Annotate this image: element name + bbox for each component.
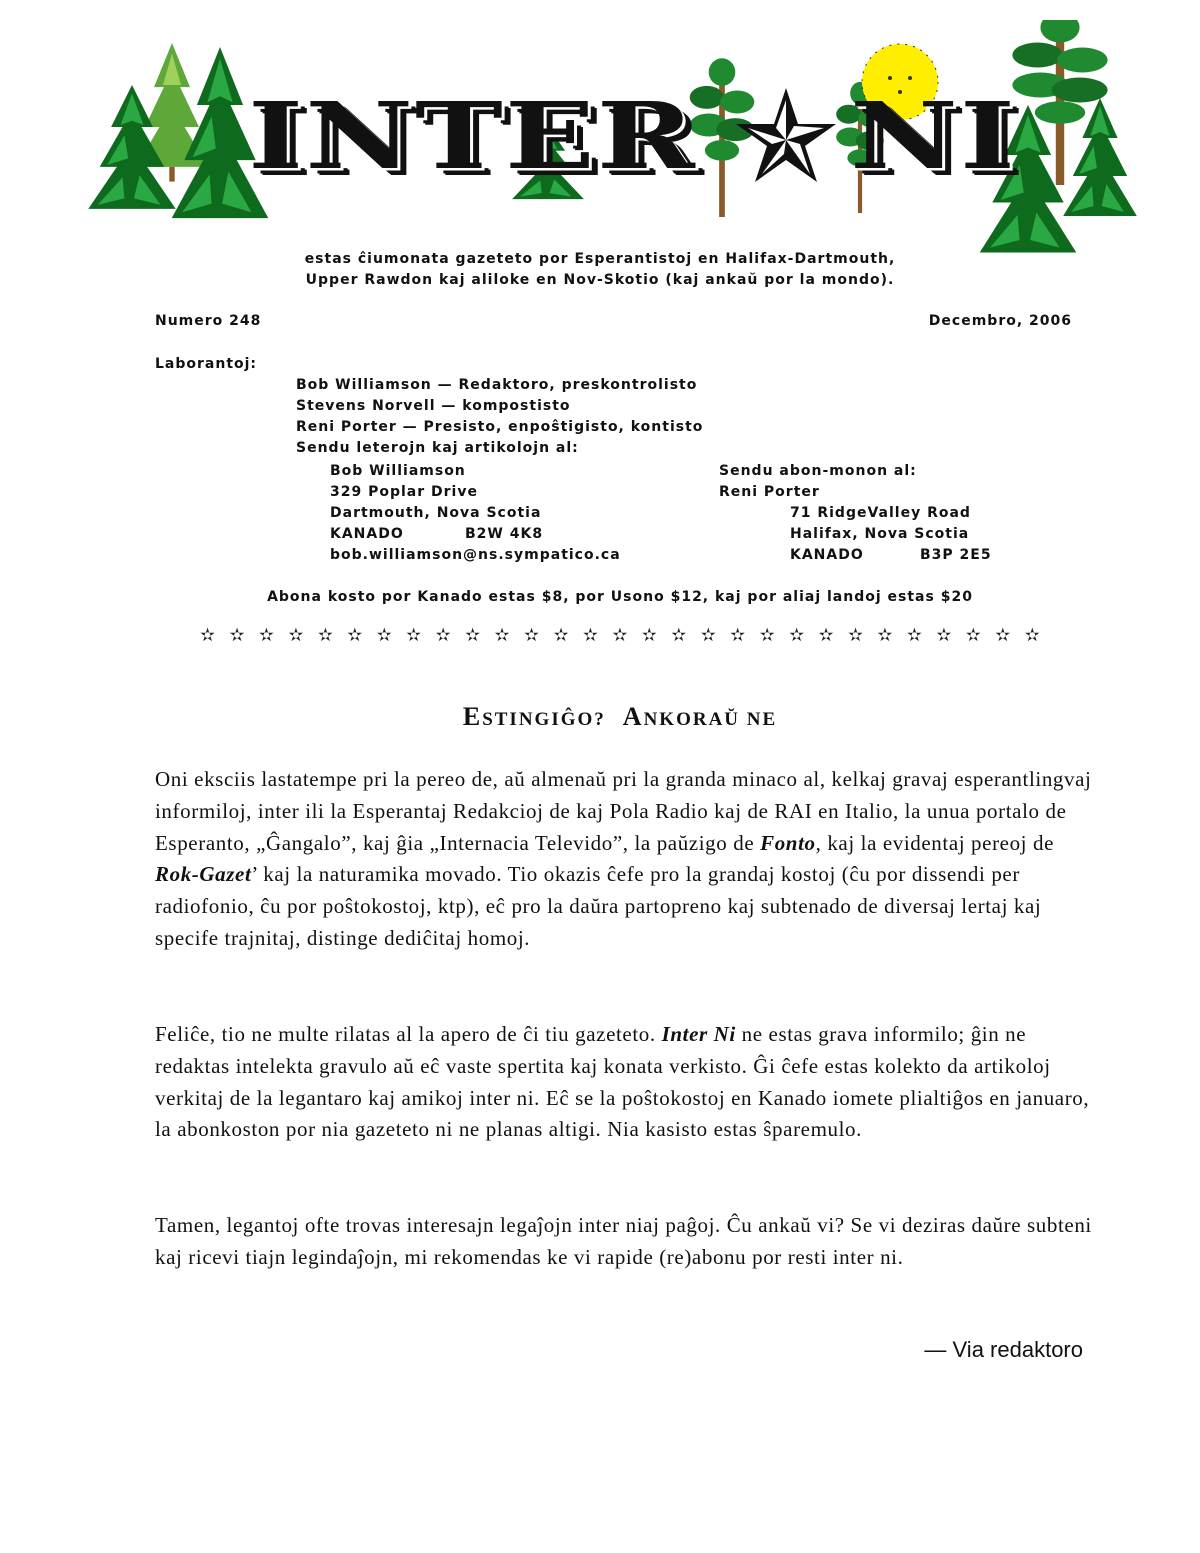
letters-city: Dartmouth, Nova Scotia — [330, 505, 542, 521]
divider-star-icon: ✫ — [523, 625, 540, 645]
title-rest-2: NKORAŬ NE — [643, 709, 778, 730]
subscription-country: KANADO — [790, 547, 864, 563]
divider-star-icon: ✫ — [200, 625, 216, 645]
divider-star-icon: ✫ — [759, 625, 775, 645]
signature: — Via redaktoro — [924, 1337, 1083, 1362]
divider-star-icon: ✫ — [936, 625, 952, 645]
divider-star-icon: ✫ — [288, 625, 304, 645]
para1-rok-gazet: Rok-Gazet — [155, 862, 252, 887]
divider-star-icon: ✫ — [730, 625, 746, 645]
tagline-line-1: estas ĉiumonata gazeteto por Esperantistoj en Halifax-Dartmouth, — [304, 251, 896, 267]
letters-email[interactable]: bob.williamson@ns.sympatico.ca — [330, 547, 621, 563]
divider-star-icon: ✫ — [376, 625, 392, 645]
divider-star-icon: ✫ — [406, 625, 422, 645]
letters-country-line — [330, 524, 621, 545]
staff-heading: Laborantoj: — [155, 356, 258, 372]
para2-text-b: ne estas grava informilo; ĝin ne redaktas intelekta gravulo aŭ eĉ vaste spertita kaj konata verkisto. Ĝi ĉefe estas kolekto da artikoloj verkitaj de la legantaro kaj amikoj inter ni. Eĉ se la poŝtokostoj en Kanado iomete plialtiĝos en januaro, la abonkoston por nia gazeteto ni ne planas altigi. Nia kasisto estas ŝparemulo. — [155, 1022, 1090, 1142]
para1-text-c: ’ kaj la naturamika movado. Tio okazis ĉefe pro la grandaj kostoj (ĉu por dissendi per radiofonio, ĉu por poŝtokostoj, ktp), eĉ pro la daŭra partopreno kaj subtenado de diversaj lertaj kaj specife trajnitaj, distinge dediĉitaj homoj. — [155, 862, 1042, 950]
subscription-street: 71 RidgeValley Road — [790, 505, 971, 521]
divider-star-icon: ✫ — [317, 625, 333, 645]
subscription-address — [790, 503, 992, 566]
divider-star-icon: ✫ — [965, 625, 981, 645]
para2-text-a: Feliĉe, tio ne multe rilatas al la apero de ĉi tiu gazeteto. — [155, 1022, 662, 1046]
para1-text-a: Oni eksciis lastatempe pri la pereo de, aŭ almenaŭ pri la granda minaco al, kelkaj gravaj esperantlingvaj informiloj, inter ili la Esperantaj Redakcioj de kaj Pola Radio kaj de RAI en Italio, la unua portalo de Esperanto, „Ĝangalo”, kaj ĝia „Internacia Televido”, la paŭzigo de — [155, 767, 1092, 855]
divider-star-icon: ✫ — [229, 625, 245, 645]
letters-postal: B2W 4K8 — [465, 526, 544, 542]
divider-star-icon: ✫ — [789, 625, 805, 645]
issue-date: Decembro, 2006 — [928, 313, 1072, 329]
tagline-line-2: Upper Rawdon kaj aliloke en Nov-Skotio (kaj ankaŭ por la mondo). — [305, 272, 895, 288]
divider-star-icon: ✫ — [995, 625, 1011, 645]
subscription-city: Halifax, Nova Scotia — [790, 526, 970, 542]
article-paragraph-1 — [155, 764, 1095, 955]
staff-line-editor: Bob Williamson — Redaktoro, preskontrolisto — [296, 377, 698, 393]
staff-line-compositor: Stevens Norvell — kompostisto — [296, 398, 571, 414]
article-paragraph-3: Tamen, legantoj ofte trovas interesajn legaĵojn inter niaj paĝoj. Ĉu ankaŭ vi? Se vi deziras daŭre subteni kaj ricevi tiajn legindaĵojn, mi rekomendas ke vi rapide (re)abonu por resti inter ni. — [155, 1213, 1092, 1269]
title-cap-1: E — [462, 702, 483, 731]
divider-star-icon: ✫ — [435, 625, 451, 645]
title-cap-2: A — [622, 702, 644, 731]
divider-star-icon: ✫ — [818, 625, 834, 645]
subscription-label: Sendu abon-monon al: — [719, 463, 917, 479]
logo-inter: INTER — [248, 81, 697, 190]
subscription-cost: Abona kosto por Kanado estas $8, por Usono $12, kaj por aliaj landoj estas $20 — [267, 589, 973, 605]
divider-star-icon: ✫ — [1024, 625, 1040, 645]
para2-inter-ni: Inter Ni — [661, 1022, 736, 1046]
divider-star-icon: ✫ — [465, 625, 481, 645]
subscription-name: Reni Porter — [719, 484, 820, 500]
title-rest-1: STINGIĜO? — [482, 709, 606, 730]
staff-line-send-to: Sendu leterojn kaj artikolojn al: — [296, 440, 579, 456]
divider-star-icon: ✫ — [906, 625, 922, 645]
article-title — [0, 702, 1200, 732]
letters-address — [330, 461, 621, 566]
subscription-postal: B3P 2E5 — [920, 547, 992, 563]
subscription-country-line — [790, 545, 992, 566]
letters-name: Bob Williamson — [330, 463, 466, 479]
para1-text-b: , kaj la evidentaj pereoj de — [815, 830, 1054, 855]
divider-star-icon: ✫ — [877, 625, 893, 645]
divider-star-icon: ✫ — [553, 625, 569, 645]
divider-star-icon: ✫ — [494, 625, 510, 645]
divider-star-icon: ✫ — [258, 625, 274, 645]
article-paragraph-2 — [155, 1019, 1095, 1146]
divider-star-icon: ✫ — [612, 625, 628, 645]
staff-line-printer: Reni Porter — Presisto, enpoŝtigisto, kontisto — [296, 419, 704, 435]
divider-star-icon: ✫ — [847, 625, 864, 645]
issue-number: Numero 248 — [155, 313, 262, 329]
divider-star-icon: ✫ — [700, 625, 716, 645]
divider-star-icon: ✫ — [582, 625, 598, 645]
divider-star-icon: ✫ — [671, 625, 687, 645]
masthead — [80, 20, 1150, 260]
logo-ni: NI — [850, 81, 1018, 190]
letters-street: 329 Poplar Drive — [330, 484, 478, 500]
divider-star-icon: ✫ — [641, 625, 657, 645]
letters-country: KANADO — [330, 526, 404, 542]
tree-middle-2 — [690, 58, 755, 217]
divider-star-icon: ✫ — [347, 625, 363, 645]
star-divider — [200, 626, 1040, 644]
para1-fonto: Fonto — [760, 830, 816, 855]
